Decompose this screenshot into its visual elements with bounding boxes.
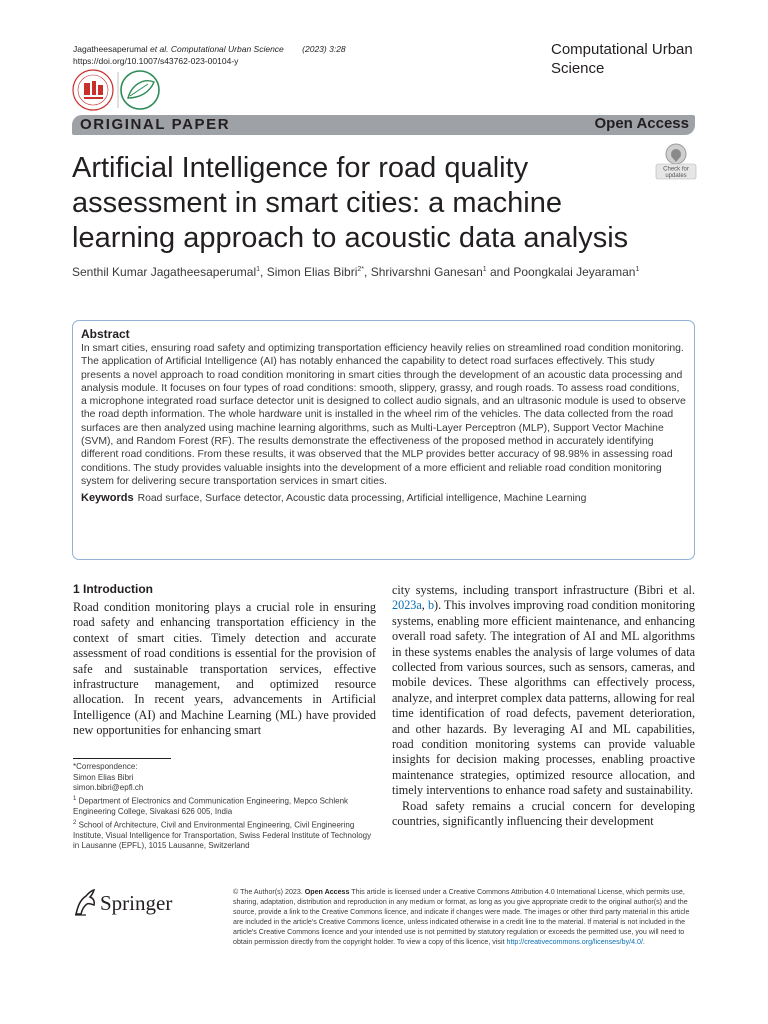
author-separator: and: [486, 265, 514, 279]
abstract-heading: Abstract: [81, 327, 130, 341]
body-column-left: [73, 600, 376, 739]
header-doi[interactable]: https://doi.org/10.1007/s43762-023-00104-y: [73, 56, 239, 66]
springer-wordmark: Springer: [100, 891, 173, 915]
author-separator: ,: [364, 265, 371, 279]
author-affiliation-sup: 2*: [357, 266, 365, 273]
header-citation: [73, 43, 346, 67]
author-affiliation-sup: 1: [635, 266, 640, 273]
intro-text-segment: ). This involves improving road condition monitoring systems, enabling more efficient maintenance, and enhancing overall road safety. The integration of AI and ML algorithms in these systems enables the analysis of large volumes of data collected from various sources, such as sensors, cameras, and mobile devices. These algorithms can effectively process, analyze, and interpret complex data patterns, allowing for real time identification of road defects, pavement deterioration, and other hazards. By leveraging AI and ML capabilities, road condition monitoring systems can provide valuable insights for decision making processes, enabling proactive maintenance strategies, optimized resource allocation, and timely interventions to enhance road safety and sustainability.: [392, 598, 696, 798]
abstract-text: In smart cities, ensuring road safety and optimizing transportation efficiency heavily relies on streamlined road condition monitoring. The application of Artificial Intelligence (AI) has notably enhanced the capability to detect road surfaces effectively. This study presents a novel approach to road condition monitoring in smart cities through the development of an acoustic data processing and analysis module. It focuses on four types of road conditions: smooth, slippery, grassy, and rough roads. To assess road conditions, a microphone integrated road surface detector unit is designed to collect audio signals, and an ultrasonic module is used to observe the road depth information. The whole hardware unit is installed in the wheel rim of the vehicles. The data collected from the road surfaces are then analyzed using machine learning algorithms, such as Multi-Layer Perceptron (MLP), Support Vector Machine (SVM), and Random Forest (RF). The results demonstrate the effectiveness of the proposed method in accurately identifying different road conditions. From these results, it was observed that the MLP provides better accuracy of 98.98% in assessing road conditions. The study provides valuable insights into the development of a more efficient and reliable road condition monitoring system for delivering secure transportation services in smart cities.: [81, 343, 686, 487]
header-authors: Jagatheesaperumal: [73, 44, 148, 54]
check-for-updates-line2: updates: [665, 173, 687, 179]
section-heading-introduction: 1 Introduction: [73, 582, 153, 596]
intro-text-segment: city systems, including transport infrastructure (Bibri et al.: [392, 583, 695, 597]
citation-link-b[interactable]: b: [427, 598, 435, 613]
affiliation-2-sup: 2: [73, 819, 77, 826]
springer-horse-icon: [72, 888, 98, 916]
license-body: This article is licensed under a Creative Commons Attribution 4.0 International License, which permits use, sharing, adaptation, distribution and reproduction in any medium or format, as long as you give appropriate credit to the original author(s) and the source, provide a link to the Creative Commons licence, and indicate if changes were made. The images or other third party material in this article are included in the article's Creative Commons licence, unless indicated otherwise in a credit line to the material. If material is not included in the article's Creative Commons licence and your intended use is not permitted by statutory regulation or exceeds the permitted use, you will need to obtain permission directly from the copyright holder. To view a copy of this licence, visit: [233, 888, 690, 946]
license-copyright: © The Author(s) 2023.: [233, 888, 305, 896]
header-year-volume: (2023) 3:28: [302, 44, 346, 54]
license-open-access: Open Access: [304, 888, 350, 896]
footnote-divider: [73, 758, 171, 759]
keywords-label: Keywords: [81, 492, 134, 505]
article-type-label: ORIGINAL PAPER: [80, 116, 231, 133]
intro-paragraph-2: Road safety remains a crucial concern for developing countries, significantly influencing their development: [392, 798, 695, 829]
affiliation-1: [73, 794, 376, 818]
affiliation-2: [73, 818, 376, 852]
author-name: Poongkalai Jeyaraman: [513, 265, 636, 279]
check-for-updates-line1: Check for: [663, 166, 689, 173]
author-name: Senthil Kumar Jagatheesaperumal: [72, 265, 257, 279]
author-affiliation-sup: 1: [256, 266, 261, 273]
header-journal: Computational Urban Science: [170, 44, 284, 54]
check-for-updates-badge[interactable]: [655, 142, 697, 180]
correspondence-name: Simon Elias Bibri: [73, 772, 134, 782]
journal-name-line2: Science: [551, 60, 605, 77]
institute-seal-logo: [73, 70, 113, 110]
author-name: Simon Elias Bibri: [266, 265, 358, 279]
correspondence-label: *Correspondence:: [73, 762, 138, 771]
footnotes: [73, 762, 376, 852]
affiliation-1-text: Department of Electronics and Communication Engineering, Mepco Schlenk Engineering College, Sivakasi 626 005, India: [73, 796, 349, 817]
open-access-label: Open Access: [594, 115, 689, 132]
journal-name-line1: Computational Urban: [551, 41, 693, 58]
license-url-link[interactable]: http://creativecommons.org/licenses/by/4.0/: [506, 938, 643, 946]
correspondence-email[interactable]: simon.bibri@epfl.ch: [73, 783, 144, 793]
affiliation-1-sup: 1: [73, 795, 77, 802]
intro-paragraph-continued: [392, 583, 695, 799]
keywords-line: [81, 492, 686, 505]
author-affiliation-sup: 1: [482, 266, 487, 273]
article-type-banner: [72, 115, 695, 135]
abstract-box: [72, 320, 695, 560]
article-title: Artificial Intelligence for road quality assessment in smart cities: a machine learning approach to acoustic data analysis: [72, 152, 629, 254]
header-et-al: et al.: [150, 44, 169, 54]
intro-text-segment: ,: [421, 598, 428, 613]
author-separator: ,: [260, 265, 267, 279]
license-text: [233, 887, 695, 947]
intro-paragraph: Road condition monitoring plays a crucial role in ensuring road safety and enhancing transportation efficiency in the context of smart cities. Timely detection and accurate assessment of road conditions is essential for the provision of safe and sustainable transportation services, effective infrastructure management, and optimized resource allocation. In recent years, advancements in Artificial Intelligence (AI) and Machine Learning (ML) have provided new opportunities for enhancing smart: [73, 600, 376, 738]
leaf-globe-logo: [121, 71, 159, 109]
springer-logo: [72, 888, 182, 918]
author-list: [72, 262, 639, 280]
journal-name: [551, 40, 693, 78]
affiliation-2-text: School of Architecture, Civil and Environmental Engineering, Civil Engineering Institute, Visual Intelligence for Transportation, Swiss Federal Institute of Technology in Lausanne (EPFL), 1015 Lausanne, Switzerland: [73, 820, 372, 851]
citation-link-2023a[interactable]: 2023a: [392, 598, 422, 613]
society-logos: [72, 68, 162, 112]
author-name: Shrivarshni Ganesan: [370, 265, 483, 279]
license-end: .: [642, 938, 645, 946]
keywords-text: Road surface, Surface detector, Acoustic data processing, Artificial intelligence, Machine Learning: [137, 493, 587, 505]
body-column-right: [392, 583, 695, 830]
